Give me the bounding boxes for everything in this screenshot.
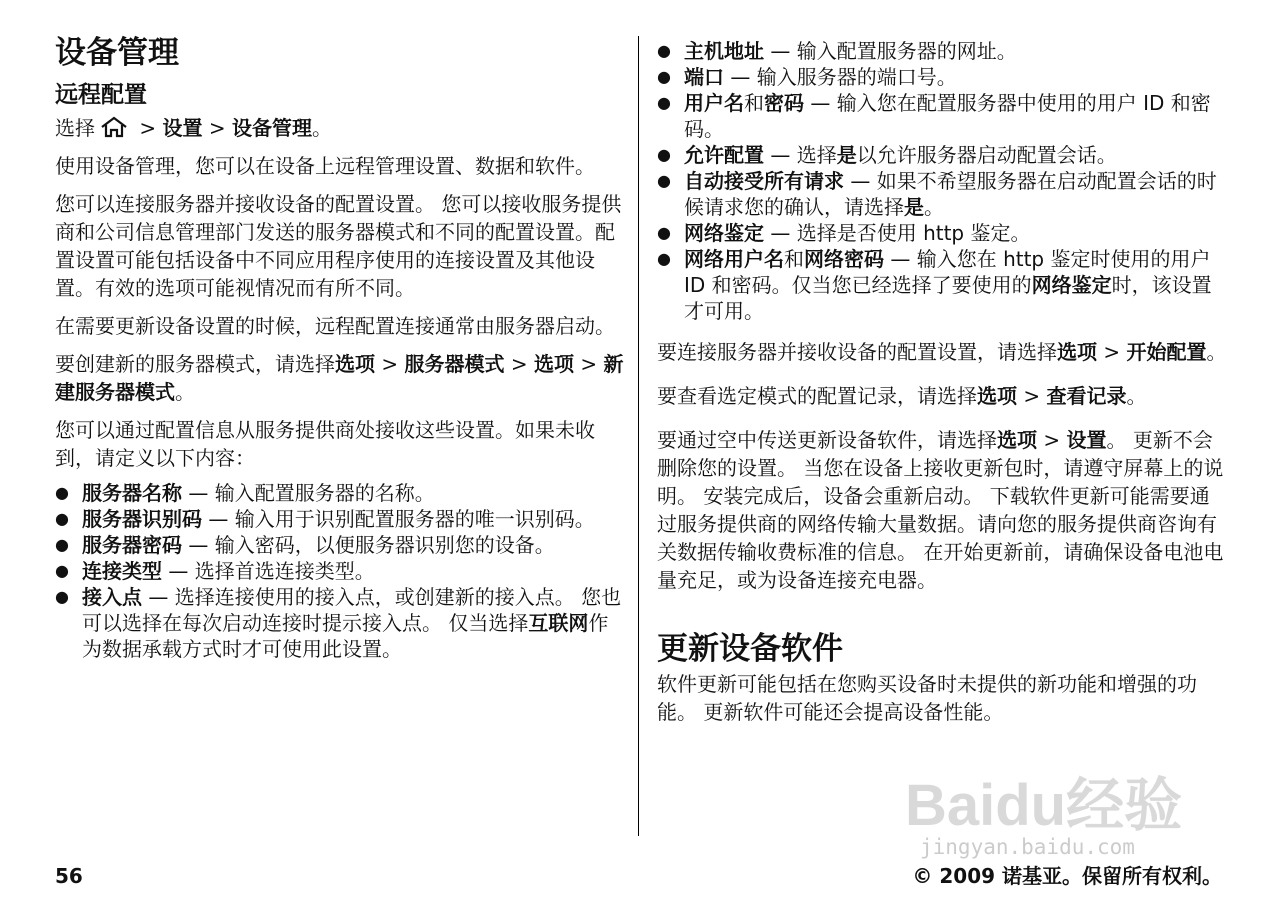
term: 互联网 bbox=[528, 611, 589, 635]
list-item bbox=[657, 220, 1227, 246]
description: — 输入配置服务器的名称。 bbox=[182, 481, 435, 505]
separator: > bbox=[375, 352, 405, 376]
left-column bbox=[55, 34, 625, 672]
nav-item-settings: 设置 bbox=[162, 116, 203, 140]
term: 网络用户名 bbox=[684, 247, 784, 271]
description: — 输入您在配置服务器中使用的用户 ID 和密码。 bbox=[684, 91, 1211, 141]
text: 。 bbox=[175, 380, 195, 404]
nav-item-device-management: 设备管理 bbox=[231, 116, 312, 140]
copyright: © 2009 诺基亚。保留所有权利。 bbox=[912, 864, 1222, 888]
nav-separator: > bbox=[202, 116, 232, 140]
term: 是 bbox=[904, 195, 924, 219]
section-title: 设备管理 bbox=[55, 35, 179, 71]
description: — 选择是否使用 http 鉴定。 bbox=[764, 221, 1031, 245]
description: 时，该设置才可用。 bbox=[684, 273, 1212, 323]
separator: > bbox=[1037, 428, 1067, 452]
separator: > bbox=[1017, 384, 1047, 408]
paragraph: 软件更新可能包括在您购买设备时未提供的新功能和增强的功能。 更新软件可能还会提高设备性能。 bbox=[657, 672, 1197, 724]
paragraph: 您可以连接服务器并接收设备的配置设置。 您可以接收服务提供商和公司信息管理部门发送的服务器模式和不同的配置设置。配置设置可能包括设备中不同应用程序使用的连接设置及其他设置。有效的选项可能视情况而有所不同。 bbox=[55, 192, 622, 300]
list-item bbox=[657, 90, 1227, 142]
description: — 选择 bbox=[764, 143, 837, 167]
description: — 输入密码，以便服务器识别您的设备。 bbox=[182, 533, 555, 557]
menu-term: 选项 bbox=[997, 428, 1037, 452]
text: 。 bbox=[1206, 340, 1227, 364]
home-icon bbox=[99, 116, 129, 138]
description: — 输入您在 http 鉴定时使用的用户 ID 和密码。仅当您已经选择了要使用的 bbox=[684, 247, 1211, 297]
term: 自动接受所有请求 bbox=[684, 169, 844, 193]
menu-term: 新建服务器模式 bbox=[55, 352, 624, 404]
paragraph: 使用设备管理，您可以在设备上远程管理设置、数据和软件。 bbox=[55, 154, 595, 178]
section-title-update-software: 更新设备软件 bbox=[657, 631, 843, 667]
description: 。 bbox=[924, 195, 944, 219]
term: 连接类型 bbox=[82, 559, 162, 583]
text: 。 更新不会删除您的设置。 当您在设备上接收更新包时，请遵守屏幕上的说明。 安装完成后，设备会重新启动。 下载软件更新可能需要通过服务提供商的网络传输大量数据。请向您的服务提供商咨询有关数据传输收费标准的信息。 在开始更新前，请确保设备电池电量充足，或为设备连接充电器。 bbox=[657, 428, 1224, 592]
menu-term: 服务器模式 bbox=[404, 352, 505, 376]
description: — 选择连接使用的接入点，或创建新的接入点。 您也可以选择在每次启动连接时提示接入点。 仅当选择 bbox=[82, 585, 622, 635]
separator: > bbox=[573, 352, 604, 376]
paragraph-ota-update bbox=[657, 426, 1227, 594]
paragraph-create-server-profile bbox=[55, 350, 625, 406]
term: 用户名 bbox=[684, 91, 744, 115]
paragraph-start-config bbox=[657, 338, 1227, 366]
text: 和 bbox=[744, 91, 764, 115]
list-item bbox=[657, 246, 1227, 324]
settings-list bbox=[55, 480, 625, 662]
list-item bbox=[55, 584, 625, 662]
description: — 输入服务器的端口号。 bbox=[724, 65, 957, 89]
term: 服务器密码 bbox=[82, 533, 182, 557]
description: — 选择首选连接类型。 bbox=[162, 559, 375, 583]
paragraph-view-log bbox=[657, 382, 1227, 410]
term: 主机地址 bbox=[684, 39, 764, 63]
list-item bbox=[55, 506, 625, 532]
paragraph: 您可以通过配置信息从服务提供商处接收这些设置。如果未收到，请定义以下内容： bbox=[55, 418, 595, 470]
settings-list bbox=[657, 38, 1227, 324]
menu-term: 选项 bbox=[1057, 340, 1097, 364]
description: — 输入用于识别配置服务器的唯一识别码。 bbox=[202, 507, 595, 531]
list-item bbox=[55, 480, 625, 506]
term: 网络鉴定 bbox=[684, 221, 764, 245]
watermark-brand: Baidu经验 bbox=[905, 773, 1183, 838]
text: 和 bbox=[784, 247, 804, 271]
subsection-title: 远程配置 bbox=[55, 82, 147, 108]
term: 端口 bbox=[684, 65, 724, 89]
right-column bbox=[657, 38, 1227, 736]
menu-term: 开始配置 bbox=[1126, 340, 1207, 364]
term: 网络鉴定 bbox=[1031, 273, 1112, 297]
watermark-url: jingyan.baidu.com bbox=[920, 835, 1135, 859]
list-item bbox=[55, 558, 625, 584]
text: 要创建新的服务器模式，请选择 bbox=[55, 352, 335, 376]
page-number: 56 bbox=[55, 864, 83, 888]
list-item bbox=[657, 64, 1227, 90]
watermark-logo-icon bbox=[905, 770, 1225, 840]
term: 服务器识别码 bbox=[82, 507, 202, 531]
description: 作为数据承载方式时才可使用此设置。 bbox=[82, 611, 609, 661]
description: — 输入配置服务器的网址。 bbox=[764, 39, 1017, 63]
menu-term: 查看记录 bbox=[1046, 384, 1127, 408]
column-divider bbox=[638, 36, 639, 836]
menu-term: 设置 bbox=[1066, 428, 1107, 452]
list-item bbox=[657, 38, 1227, 64]
term: 网络密码 bbox=[804, 247, 884, 271]
text: 要通过空中传送更新设备软件，请选择 bbox=[657, 428, 997, 452]
nav-prefix: 选择 bbox=[55, 116, 95, 140]
menu-term: 选项 bbox=[335, 352, 375, 376]
text: 。 bbox=[1126, 384, 1147, 408]
menu-term: 选项 bbox=[533, 352, 574, 376]
description: — 如果不希望服务器在启动配置会话的时候请求您的确认，请选择 bbox=[684, 169, 1217, 219]
nav-suffix: 。 bbox=[311, 116, 332, 140]
text: 要查看选定模式的配置记录，请选择 bbox=[657, 384, 977, 408]
separator: > bbox=[1097, 340, 1127, 364]
nav-path bbox=[55, 114, 625, 142]
term: 是 bbox=[836, 143, 857, 167]
nav-separator: > bbox=[133, 116, 163, 140]
text: 要连接服务器并接收设备的配置设置，请选择 bbox=[657, 340, 1057, 364]
separator: > bbox=[504, 352, 534, 376]
menu-term: 选项 bbox=[977, 384, 1017, 408]
term: 允许配置 bbox=[684, 143, 764, 167]
list-item bbox=[657, 142, 1227, 168]
list-item bbox=[55, 532, 625, 558]
list-item bbox=[657, 168, 1227, 220]
term: 密码 bbox=[764, 91, 804, 115]
paragraph: 在需要更新设备设置的时候，远程配置连接通常由服务器启动。 bbox=[55, 314, 615, 338]
term: 服务器名称 bbox=[82, 481, 182, 505]
description: 以允许服务器启动配置会话。 bbox=[856, 143, 1117, 167]
term: 接入点 bbox=[82, 585, 142, 609]
